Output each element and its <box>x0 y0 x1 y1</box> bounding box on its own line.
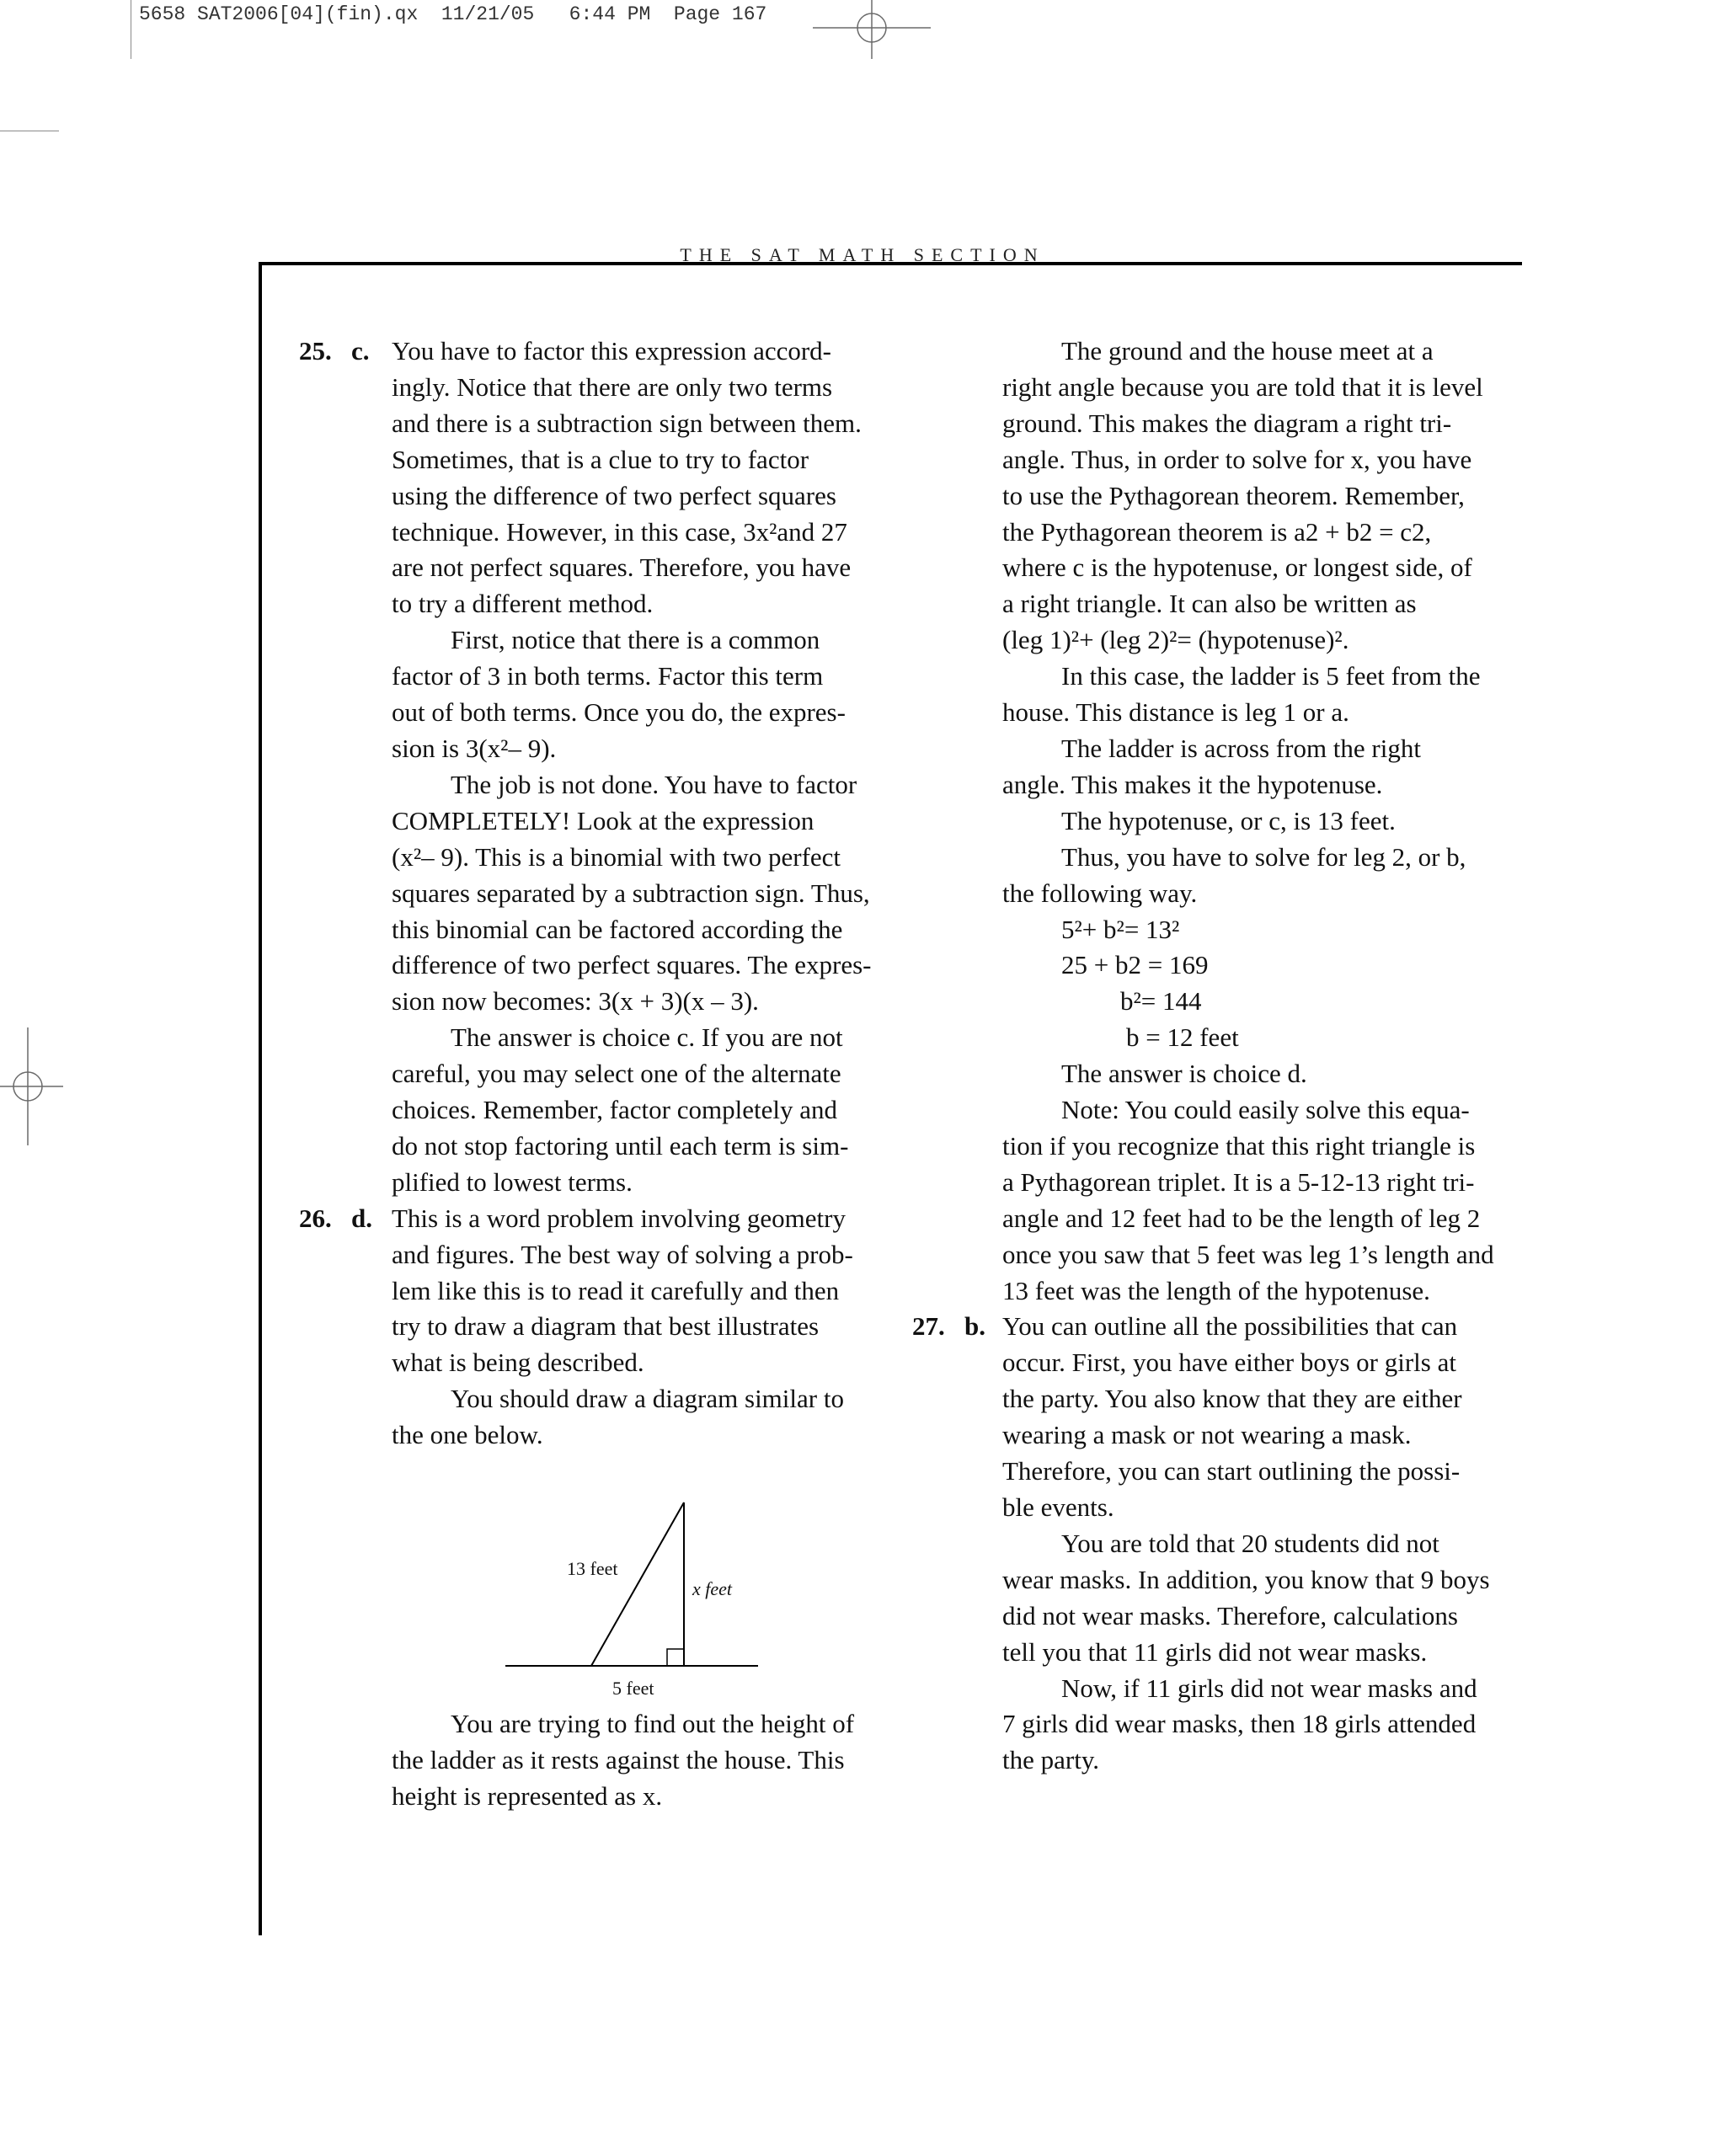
text-line: using the difference of two perfect squares <box>392 480 836 510</box>
text-line: sion is 3(x²– 9). <box>392 733 557 763</box>
answer-27-label: 27. b. <box>912 1311 985 1342</box>
text-line: to use the Pythagorean theorem. Remember, <box>1002 480 1465 510</box>
text-line: tion if you recognize that this right triangle is <box>1002 1130 1476 1161</box>
text-line: 13 feet was the length of the hypotenuse. <box>1002 1275 1430 1305</box>
text-line: squares separated by a subtraction sign. Thus, <box>392 878 870 908</box>
base-label: 5 feet <box>612 1678 654 1700</box>
right-angle-marker <box>667 1649 684 1666</box>
text-line: angle and 12 feet had to be the length of leg 2 <box>1002 1203 1481 1233</box>
text-line: (x²– 9). This is a binomial with two perfect <box>392 841 841 872</box>
text-line: and there is a subtraction sign between them. <box>392 408 862 438</box>
text-line: 7 girls did wear masks, then 18 girls attended <box>1002 1709 1477 1739</box>
right-column <box>912 334 1535 1779</box>
text-line: the following way. <box>1002 878 1198 908</box>
text-line: Therefore, you can start outlining the possi- <box>1002 1456 1461 1486</box>
text-line: wearing a mask or not wearing a mask. <box>1002 1420 1412 1450</box>
text-line: plified to lowest terms. <box>392 1166 633 1197</box>
text-line: tell you that 11 girls did not wear masks. <box>1002 1636 1428 1667</box>
margin-rule <box>259 262 262 1935</box>
text-line: The answer is choice c. If you are not <box>451 1022 843 1053</box>
text-line: factor of 3 in both terms. Factor this term <box>392 661 824 691</box>
text-line: Note: You could easily solve this equa- <box>1061 1095 1470 1125</box>
equation-line: b = 12 feet <box>1126 1022 1239 1053</box>
ladder-diagram <box>299 1454 897 1706</box>
text-line: try to draw a diagram that best illustrates <box>392 1311 820 1342</box>
answer-25 <box>299 334 897 1201</box>
text-line: You have to factor this expression accord- <box>392 336 831 366</box>
text-line: the one below. <box>392 1420 543 1450</box>
text-line: out of both terms. Once you do, the expres- <box>392 697 846 728</box>
text-line: angle. This makes it the hypotenuse. <box>1002 769 1383 799</box>
text-line: right angle because you are told that it is level <box>1002 371 1483 402</box>
text-line: The answer is choice d. <box>1061 1059 1307 1089</box>
text-line: lem like this is to read it carefully and then <box>392 1275 840 1305</box>
text-line: You are told that 20 students did not <box>1061 1528 1439 1558</box>
text-line: Thus, you have to solve for leg 2, or b, <box>1061 841 1466 872</box>
answer-27 <box>912 1309 1535 1779</box>
text-line: You are trying to find out the height of <box>451 1709 855 1739</box>
text-line: Sometimes, that is a clue to try to factor <box>392 444 809 474</box>
header-rule <box>259 262 1522 265</box>
left-column <box>299 334 897 1815</box>
text-line: You can outline all the possibilities that can <box>1002 1311 1458 1342</box>
text-line: The hypotenuse, or c, is 13 feet. <box>1061 805 1396 835</box>
text-line: You should draw a diagram similar to <box>451 1384 844 1414</box>
text-line: First, notice that there is a common <box>451 625 820 655</box>
equation-line: 25 + b2 = 169 <box>1061 950 1209 980</box>
text-line: In this case, the ladder is 5 feet from the <box>1061 661 1481 691</box>
text-line: Now, if 11 girls did not wear masks and <box>1061 1673 1477 1703</box>
answer-26-continued <box>299 1706 897 1815</box>
text-line: height is represented as x. <box>392 1780 663 1811</box>
text-line: The ground and the house meet at a <box>1061 336 1434 366</box>
text-line: ble events. <box>1002 1492 1114 1522</box>
text-line: to try a different method. <box>392 589 654 619</box>
registration-mark-top <box>813 0 931 67</box>
answer-26 <box>299 1201 897 1454</box>
text-line: (leg 1)²+ (leg 2)²= (hypotenuse)². <box>1002 625 1349 655</box>
answer-25-label: 25. c. <box>299 336 370 366</box>
text-line: sion now becomes: 3(x + 3)(x – 3). <box>392 986 759 1017</box>
equation-line: b²= 144 <box>1120 986 1202 1017</box>
height-label: x feet <box>692 1578 733 1600</box>
text-line: are not perfect squares. Therefore, you have <box>392 552 852 583</box>
text-line: wear masks. In addition, you know that 9 boys <box>1002 1564 1490 1594</box>
text-line: and figures. The best way of solving a prob- <box>392 1239 853 1269</box>
text-line: COMPLETELY! Look at the expression <box>392 805 814 835</box>
text-line: angle. Thus, in order to solve for x, you have <box>1002 444 1472 474</box>
text-line: the ladder as it rests against the house. This <box>392 1745 845 1774</box>
text-line: choices. Remember, factor completely and <box>392 1095 837 1125</box>
text-line: a right triangle. It can also be written as <box>1002 589 1417 619</box>
print-slug: 5658 SAT2006[04](fin).qx 11/21/05 6:44 PM Page 167 <box>139 3 767 25</box>
running-head: THE SAT MATH SECTION <box>680 244 1045 265</box>
text-line: this binomial can be factored according the <box>392 914 843 944</box>
text-line: The ladder is across from the right <box>1061 733 1421 763</box>
text-line: where c is the hypotenuse, or longest side, of <box>1002 552 1472 583</box>
text-line: once you saw that 5 feet was leg 1’s length and <box>1002 1239 1494 1269</box>
text-line: The job is not done. You have to factor <box>451 769 857 799</box>
text-line: technique. However, in this case, 3x²and 27 <box>392 516 847 547</box>
text-line: do not stop factoring until each term is sim- <box>392 1130 849 1161</box>
hypotenuse-label: 13 feet <box>567 1558 618 1580</box>
text-line: careful, you may select one of the alternate <box>392 1059 841 1089</box>
answer-26-label: 26. d. <box>299 1203 372 1233</box>
text-line: the party. You also know that they are either <box>1002 1384 1462 1414</box>
answer-26-solution <box>912 334 1535 1309</box>
text-line: the Pythagorean theorem is a2 + b2 = c2, <box>1002 516 1432 547</box>
text-line: ingly. Notice that there are only two terms <box>392 371 833 402</box>
text-line: difference of two perfect squares. The expres- <box>392 950 872 980</box>
equation-line: 5²+ b²= 13² <box>1061 914 1180 944</box>
text-line: did not wear masks. Therefore, calculations <box>1002 1600 1458 1630</box>
text-line: occur. First, you have either boys or girls at <box>1002 1348 1456 1378</box>
text-line: a Pythagorean triplet. It is a 5-12-13 right tri- <box>1002 1166 1475 1197</box>
text-line: ground. This makes the diagram a right tri- <box>1002 408 1452 438</box>
text-line: This is a word problem involving geometry <box>392 1203 846 1233</box>
text-line: the party. <box>1002 1745 1100 1775</box>
text-line: what is being described. <box>392 1348 644 1378</box>
registration-mark-left <box>0 1027 67 1145</box>
text-line: house. This distance is leg 1 or a. <box>1002 697 1349 728</box>
